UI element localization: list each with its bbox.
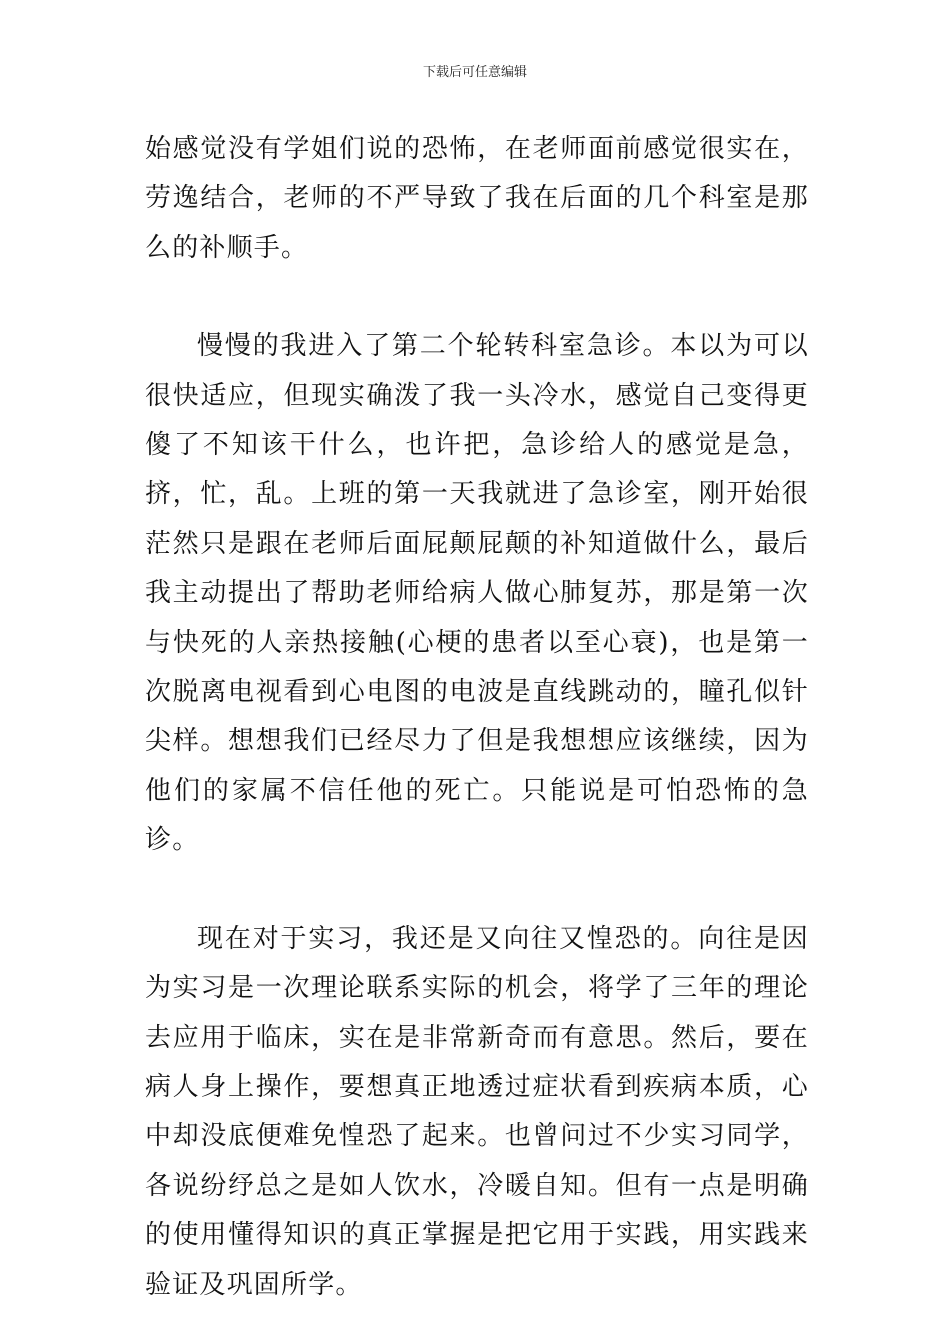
paragraph-gap <box>145 866 809 915</box>
paragraph-1: 始感觉没有学姐们说的恐怖，在老师面前感觉很实在，劳逸结合，老师的不严导致了我在后面的几个科室是那么的补顺手。 <box>145 134 809 263</box>
page-header-note: 下载后可任意编辑 <box>422 65 527 80</box>
paragraph-gap <box>145 273 809 322</box>
paragraph-3: 现在对于实习，我还是又向往又惶恐的。向往是因为实习是一次理论联系实际的机会，将学了三年的理论去应用于临床，实在是非常新奇而有意思。然后，要在病人身上操作，要想真正地透过症状看到疾病本质，心中却没底便难免惶恐了起来。也曾问过不少实习同学，各说纷纾总之是如人饮水，冷暖自知。但有一点是明确的使用懂得知识的真正掌握是把它用于实践，用实践来验证及巩固所学。 <box>145 923 809 1300</box>
document-body <box>145 125 809 1310</box>
paragraph-2: 慢慢的我进入了第二个轮转科室急诊。本以为可以很快适应，但现实确泼了我一头冷水，感觉自己变得更傻了不知该干什么，也许把，急诊给人的感觉是急，挤，忙，乱。上班的第一天我就进了急诊室，刚开始很茫然只是跟在老师后面屁颠屁颠的补知道做什么，最后我主动提出了帮助老师给病人做心肺复苏，那是第一次与快死的人亲热接触(心梗的患者以至心衰)，也是第一次脱离电视看到心电图的电波是直线跳动的，瞳孔似针尖样。想想我们已经尽力了但是我想想应该继续，因为他们的家属不信任他的死亡。只能说是可怕恐怖的急诊。 <box>145 331 809 856</box>
